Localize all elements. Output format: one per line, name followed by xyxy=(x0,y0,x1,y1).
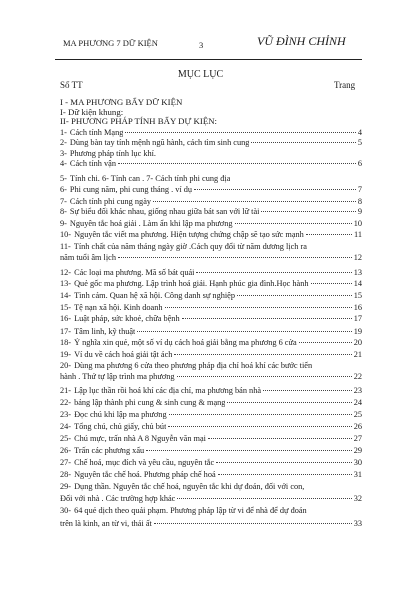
toc-leader-dots xyxy=(169,414,352,415)
toc-entry-number: 3- xyxy=(60,149,67,158)
running-header-author: VŨ ĐÌNH CHỈNH xyxy=(257,34,346,48)
toc-entry xyxy=(60,386,362,396)
toc-entry xyxy=(60,327,362,337)
toc-entry-continuation xyxy=(60,519,362,529)
toc-leader-dots xyxy=(311,283,352,284)
toc-entry-page: 26 xyxy=(353,422,362,431)
toc-entry-number: 13- xyxy=(60,279,72,288)
toc-entry xyxy=(60,314,362,324)
toc-leader-dots xyxy=(261,211,355,212)
toc-entry-text: năm tuổi âm lịch xyxy=(60,253,116,262)
toc-entry-number: 21- xyxy=(60,386,72,395)
toc-entry xyxy=(60,434,362,444)
toc-entry-continuation xyxy=(60,253,362,263)
toc-entry-page: 24 xyxy=(353,398,362,407)
toc-entry xyxy=(60,149,362,159)
toc-leader-dots xyxy=(237,295,352,296)
toc-entry-number: 25- xyxy=(60,434,72,443)
toc-leader-dots xyxy=(118,257,352,258)
toc-entry xyxy=(60,482,362,492)
toc-entry-number: 9- xyxy=(60,219,67,228)
toc-entry-number: 18- xyxy=(60,338,72,347)
toc-leader-dots xyxy=(174,354,351,355)
toc-entry-page: 23 xyxy=(353,386,362,395)
toc-entry-text: Phương pháp tính lục khí. xyxy=(69,149,157,158)
toc-entry-page: 33 xyxy=(353,519,362,528)
running-header-title: MA PHƯƠNG 7 DỮ KIỆN xyxy=(63,38,158,48)
toc-leader-dots xyxy=(168,426,351,427)
toc-leader-dots xyxy=(306,234,352,235)
toc-entry-number: 17- xyxy=(60,327,72,336)
toc-entry-text: Ví du về cách hoá giải tật ách xyxy=(74,350,173,359)
toc-entry-number: 1- xyxy=(60,128,67,137)
toc-entry-text: Cách tính Mạng xyxy=(69,128,124,137)
toc-entry-page: 19 xyxy=(353,327,362,336)
toc-entry-page: 21 xyxy=(353,350,362,359)
page-number: 3 xyxy=(199,40,204,50)
toc-leader-dots xyxy=(235,223,352,224)
toc-entry-number: 6- xyxy=(60,185,67,194)
toc-entry-number: 30- xyxy=(60,506,72,515)
toc-entry xyxy=(60,219,362,229)
toc-entry-text: Tính chất của năm tháng ngày giờ .Cách quy đổi từ năm dương lịch ra xyxy=(73,242,307,251)
toc-entry-text: Phi cung năm, phi cung tháng . ví dụ xyxy=(69,185,193,194)
toc-entry-number: 12- xyxy=(60,268,72,277)
toc-title: MỤC LỤC xyxy=(177,69,224,80)
toc-entry-number: 7- xyxy=(60,197,67,206)
toc-entry xyxy=(60,128,362,138)
toc-entry-text: Các loại ma phương. Mã số bát quái xyxy=(74,268,195,277)
toc-leader-dots xyxy=(227,402,351,403)
toc-leader-dots xyxy=(194,189,356,190)
toc-entry-number: 14- xyxy=(60,291,72,300)
toc-entry-text: Tệ nạn xã hội. Kinh doanh xyxy=(74,303,163,312)
toc-entry-text: Lập lục thần rồi hoá khí các địa chỉ, ma phương bán nhà xyxy=(74,386,262,395)
toc-entry-page: 29 xyxy=(353,446,362,455)
toc-entry xyxy=(60,174,362,184)
toc-entry xyxy=(60,410,362,420)
toc-entry-text: hành . Thứ tự lập trình ma phương xyxy=(60,372,175,381)
toc-entry-page: 31 xyxy=(353,470,362,479)
toc-entry-page: 27 xyxy=(353,434,362,443)
toc-entry-number: 19- xyxy=(60,350,72,359)
toc-leader-dots xyxy=(177,376,352,377)
toc-section-heading: I - MA PHƯƠNG BẨY DỮ KIỆN xyxy=(60,97,183,107)
toc-entry-page: 7 xyxy=(357,185,362,194)
toc-entry-text: Tính chi. 6- Tính can . 7- Cách tính phi cung địa xyxy=(69,174,231,183)
toc-entry-page: 5 xyxy=(357,138,362,147)
toc-entry-number: 11- xyxy=(60,242,71,251)
toc-entry-text: Nguyên tắc hoá giải . Làm ẩn khi lập ma phương xyxy=(69,219,233,228)
toc-entry-text: Ý nghĩa xin quẻ, một số ví dụ cách hoá giải bằng ma phương 6 cửa xyxy=(74,338,297,347)
toc-entry-text: bảng lập thành phi cung & sinh cung & mạng xyxy=(74,398,226,407)
toc-entry-text: trên là kinh, an từ vi, thái ất xyxy=(60,519,152,528)
toc-entry-page: 17 xyxy=(353,314,362,323)
toc-entry-page: 14 xyxy=(353,279,362,288)
toc-entry xyxy=(60,458,362,468)
toc-entry-number: 22- xyxy=(60,398,72,407)
toc-entry-number: 27- xyxy=(60,458,72,467)
toc-entry xyxy=(60,398,362,408)
toc-entry-number: 2- xyxy=(60,138,67,147)
toc-entry-text: Dùng bàn tay tính mệnh ngũ hành, cách tìm sinh cung xyxy=(69,138,250,147)
toc-entry-text: Quẻ gốc ma phương. Lập trình hoá giải. Hạnh phúc gia đình.Học hành xyxy=(74,279,309,288)
toc-col-page-label: Trang xyxy=(334,80,356,90)
toc-entry xyxy=(60,446,362,456)
toc-entry-page: 15 xyxy=(353,291,362,300)
toc-leader-dots xyxy=(251,142,355,143)
toc-entry xyxy=(60,197,362,207)
toc-leader-dots xyxy=(182,318,352,319)
toc-entry-number: 26- xyxy=(60,446,72,455)
toc-entry-text: Trấn các phương xấu xyxy=(74,446,145,455)
toc-leader-dots xyxy=(208,438,352,439)
toc-leader-dots xyxy=(118,163,356,164)
toc-entry-number: 20- xyxy=(60,361,72,370)
toc-entry-text: Đối với nhà . Các trường hợp khác xyxy=(60,494,176,503)
toc-entry-number: 15- xyxy=(60,303,72,312)
toc-entry-number: 28- xyxy=(60,470,72,479)
toc-entry xyxy=(60,242,362,252)
toc-entry xyxy=(60,470,362,480)
toc-entry-text: Luật pháp, sức khoẻ, chữa bệnh xyxy=(74,314,180,323)
toc-entry-number: 5- xyxy=(60,174,67,183)
toc-entry-text: 64 quẻ dịch theo quải phạm. Phương pháp lập từ vi để nhà để dự đoán xyxy=(74,506,307,515)
toc-entry xyxy=(60,159,362,169)
toc-entry xyxy=(60,350,362,360)
toc-entry-number: 8- xyxy=(60,207,67,216)
toc-entry-page: 8 xyxy=(357,197,362,206)
toc-leader-dots xyxy=(137,331,351,332)
toc-leader-dots xyxy=(165,307,352,308)
toc-entry-number: 10- xyxy=(60,230,72,239)
toc-entry-text: Dụng thần. Nguyên tắc chế hoá, nguyên tắc khi dự đoán, đối với con, xyxy=(74,482,305,491)
toc-col-number-label: Số TT xyxy=(60,80,83,90)
toc-entry xyxy=(60,268,362,278)
toc-entry-text: Cách tính phi cung ngày xyxy=(69,197,152,206)
toc-entry-number: 23- xyxy=(60,410,72,419)
toc-leader-dots xyxy=(216,462,352,463)
toc-leader-dots xyxy=(263,390,352,391)
toc-entry-page: 30 xyxy=(353,458,362,467)
toc-entry-number: 4- xyxy=(60,159,67,168)
toc-entry xyxy=(60,303,362,313)
toc-leader-dots xyxy=(125,132,355,133)
toc-entry-text: Dùng ma phương 6 cửa theo phương pháp địa chỉ hoá khí các bước tiến xyxy=(74,361,313,370)
toc-entry-page: 16 xyxy=(353,303,362,312)
toc-entry-text: Cách tính vận xyxy=(69,159,117,168)
toc-entry-page: 13 xyxy=(353,268,362,277)
toc-entry xyxy=(60,338,362,348)
toc-entry xyxy=(60,279,362,289)
toc-entry-text: Chế hoá, mục đích và yêu cầu, nguyên tắc xyxy=(74,458,215,467)
toc-entry-number: 16- xyxy=(60,314,72,323)
toc-entry-text: Chú mực, trấn nhà A 8 Nguyễn văn mại xyxy=(74,434,206,443)
toc-entry-text: Nguyên tắc chế hoá. Phương pháp chế hoá xyxy=(74,470,216,479)
toc-entry-number: 24- xyxy=(60,422,72,431)
toc-entry-page: 22 xyxy=(353,372,362,381)
toc-entry xyxy=(60,422,362,432)
toc-entry xyxy=(60,207,362,217)
toc-entry xyxy=(60,138,362,148)
toc-entry-text: Nguyên tắc viết ma phương. Hiện tượng chứng chập sẽ tạo sức mạnh xyxy=(74,230,304,239)
toc-entry-page: 32 xyxy=(353,494,362,503)
toc-entry-page: 10 xyxy=(353,219,362,228)
toc-entry xyxy=(60,291,362,301)
toc-leader-dots xyxy=(218,474,352,475)
toc-entry-text: Tâm linh, kỹ thuật xyxy=(74,327,136,336)
toc-entry-page: 25 xyxy=(353,410,362,419)
toc-entry xyxy=(60,230,362,240)
toc-section-heading: I- Dữ kiện khung: xyxy=(60,107,124,117)
toc-entry-page: 12 xyxy=(353,253,362,262)
toc-entry-page: 20 xyxy=(353,338,362,347)
toc-leader-dots xyxy=(299,342,352,343)
toc-entry-page: 11 xyxy=(354,230,362,239)
toc-leader-dots xyxy=(146,450,352,451)
toc-entry xyxy=(60,506,362,516)
toc-leader-dots xyxy=(153,201,356,202)
toc-entry xyxy=(60,185,362,195)
toc-entry-continuation xyxy=(60,494,362,504)
toc-entry-page: 9 xyxy=(357,207,362,216)
toc-entry-text: Tình cảm. Quan hệ xã hội. Công danh sự nghiệp xyxy=(74,291,236,300)
toc-entry-text: Tổng chú, chủ giấy, chủ bút xyxy=(74,422,167,431)
toc-leader-dots xyxy=(177,498,351,499)
toc-leader-dots xyxy=(196,272,351,273)
toc-entry-page: 6 xyxy=(357,159,362,168)
toc-entry-text: Sự biểu đối khác nhau, giống nhau giữa bát san với lữ tài xyxy=(69,207,260,216)
toc-entry-continuation xyxy=(60,372,362,382)
toc-leader-dots xyxy=(154,523,352,524)
toc-entry-text: Đọc chú khi lập ma phương xyxy=(74,410,167,419)
toc-section-heading: II- PHƯƠNG PHÁP TÍNH BẨY DỰ KIỆN: xyxy=(60,116,218,126)
toc-entry xyxy=(60,361,362,371)
toc-entry-page: 4 xyxy=(357,128,362,137)
toc-entry-number: 29- xyxy=(60,482,72,491)
